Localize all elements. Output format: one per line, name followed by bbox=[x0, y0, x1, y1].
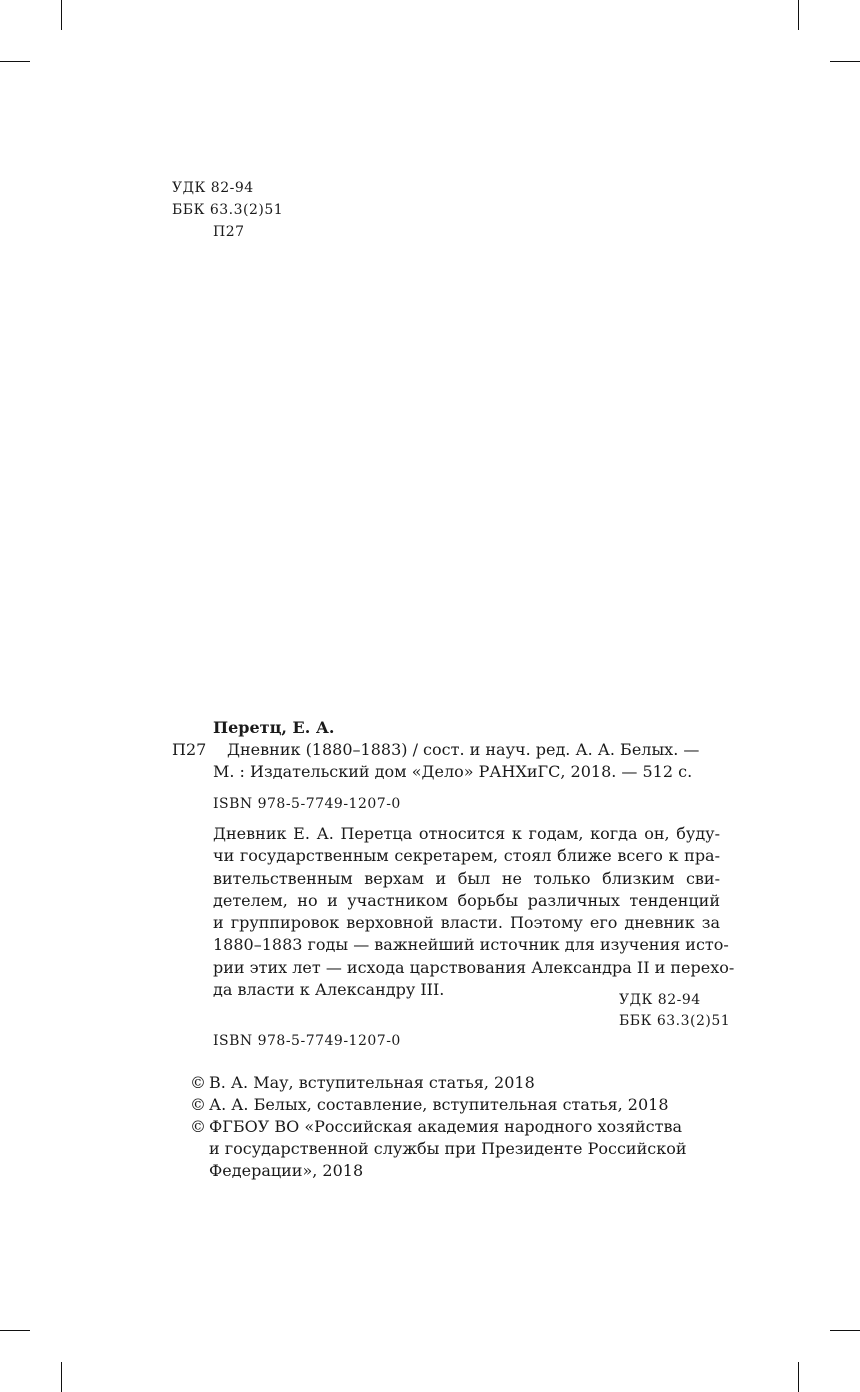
copyright-icon: © bbox=[190, 1095, 206, 1114]
crop-mark-bottom-right-horizontal bbox=[830, 1330, 860, 1331]
crop-mark-top-left-vertical bbox=[61, 0, 62, 30]
annotation bbox=[213, 823, 735, 1001]
entry-author-mark: П27 bbox=[172, 740, 207, 759]
annotation-line: 1880–1883 годы — важнейший источник для изучения исто- bbox=[213, 935, 729, 955]
annotation-line: да власти к Александру III. bbox=[213, 980, 445, 1000]
copyright-text-continued: и государственной службы при Президенте Российской bbox=[209, 1139, 687, 1158]
crop-mark-bottom-left-vertical bbox=[61, 1362, 62, 1392]
copyright-icon: © bbox=[190, 1117, 206, 1136]
udk-code: УДК 82-94 bbox=[172, 180, 254, 196]
crop-mark-top-left-horizontal bbox=[0, 61, 30, 62]
crop-mark-top-right-vertical bbox=[798, 0, 799, 30]
bbk-right: ББК 63.3(2)51 bbox=[619, 1013, 731, 1029]
title-line-1: Дневник (1880–1883) / сост. и науч. ред. А. А. Белых. — bbox=[227, 740, 700, 759]
title-line-2: М. : Издательский дом «Дело» РАНХиГС, 2018. — 512 с. bbox=[213, 762, 693, 781]
isbn-top: ISBN 978-5-7749-1207-0 bbox=[213, 796, 401, 812]
annotation-line: Дневник Е. А. Перетца относится к годам, когда он, буду- bbox=[213, 824, 720, 843]
annotation-line: чи государственным секретарем, стоял ближе всего к пра- bbox=[213, 846, 720, 866]
copyright-text: В. А. Мау, вступительная статья, 2018 bbox=[209, 1073, 535, 1092]
author-mark: П27 bbox=[213, 224, 245, 240]
bbk-code: ББК 63.3(2)51 bbox=[172, 202, 284, 218]
copyright-text: А. А. Белых, составление, вступительная статья, 2018 bbox=[209, 1095, 669, 1114]
author-name: Перетц, Е. А. bbox=[213, 718, 335, 737]
annotation-line: детелем, но и участником борьбы различных тенденций bbox=[213, 890, 720, 910]
annotation-line: рии этих лет — исхода царствования Александра II и перехо- bbox=[213, 957, 735, 977]
copyright-text: ФГБОУ ВО «Российская академия народного хозяйства bbox=[209, 1117, 682, 1136]
copyright-icon: © bbox=[190, 1073, 206, 1092]
udk-right: УДК 82-94 bbox=[619, 992, 701, 1008]
isbn-bottom: ISBN 978-5-7749-1207-0 bbox=[213, 1033, 401, 1049]
annotation-line: вительственным верхам и был не только близким сви- bbox=[213, 868, 720, 888]
copyright-text-continued: Федерации», 2018 bbox=[209, 1161, 364, 1180]
annotation-line: и группировок верховной власти. Поэтому его дневник за bbox=[213, 913, 720, 933]
crop-mark-top-right-horizontal bbox=[830, 61, 860, 62]
crop-mark-bottom-right-vertical bbox=[798, 1362, 799, 1392]
crop-mark-bottom-left-horizontal bbox=[0, 1330, 30, 1331]
